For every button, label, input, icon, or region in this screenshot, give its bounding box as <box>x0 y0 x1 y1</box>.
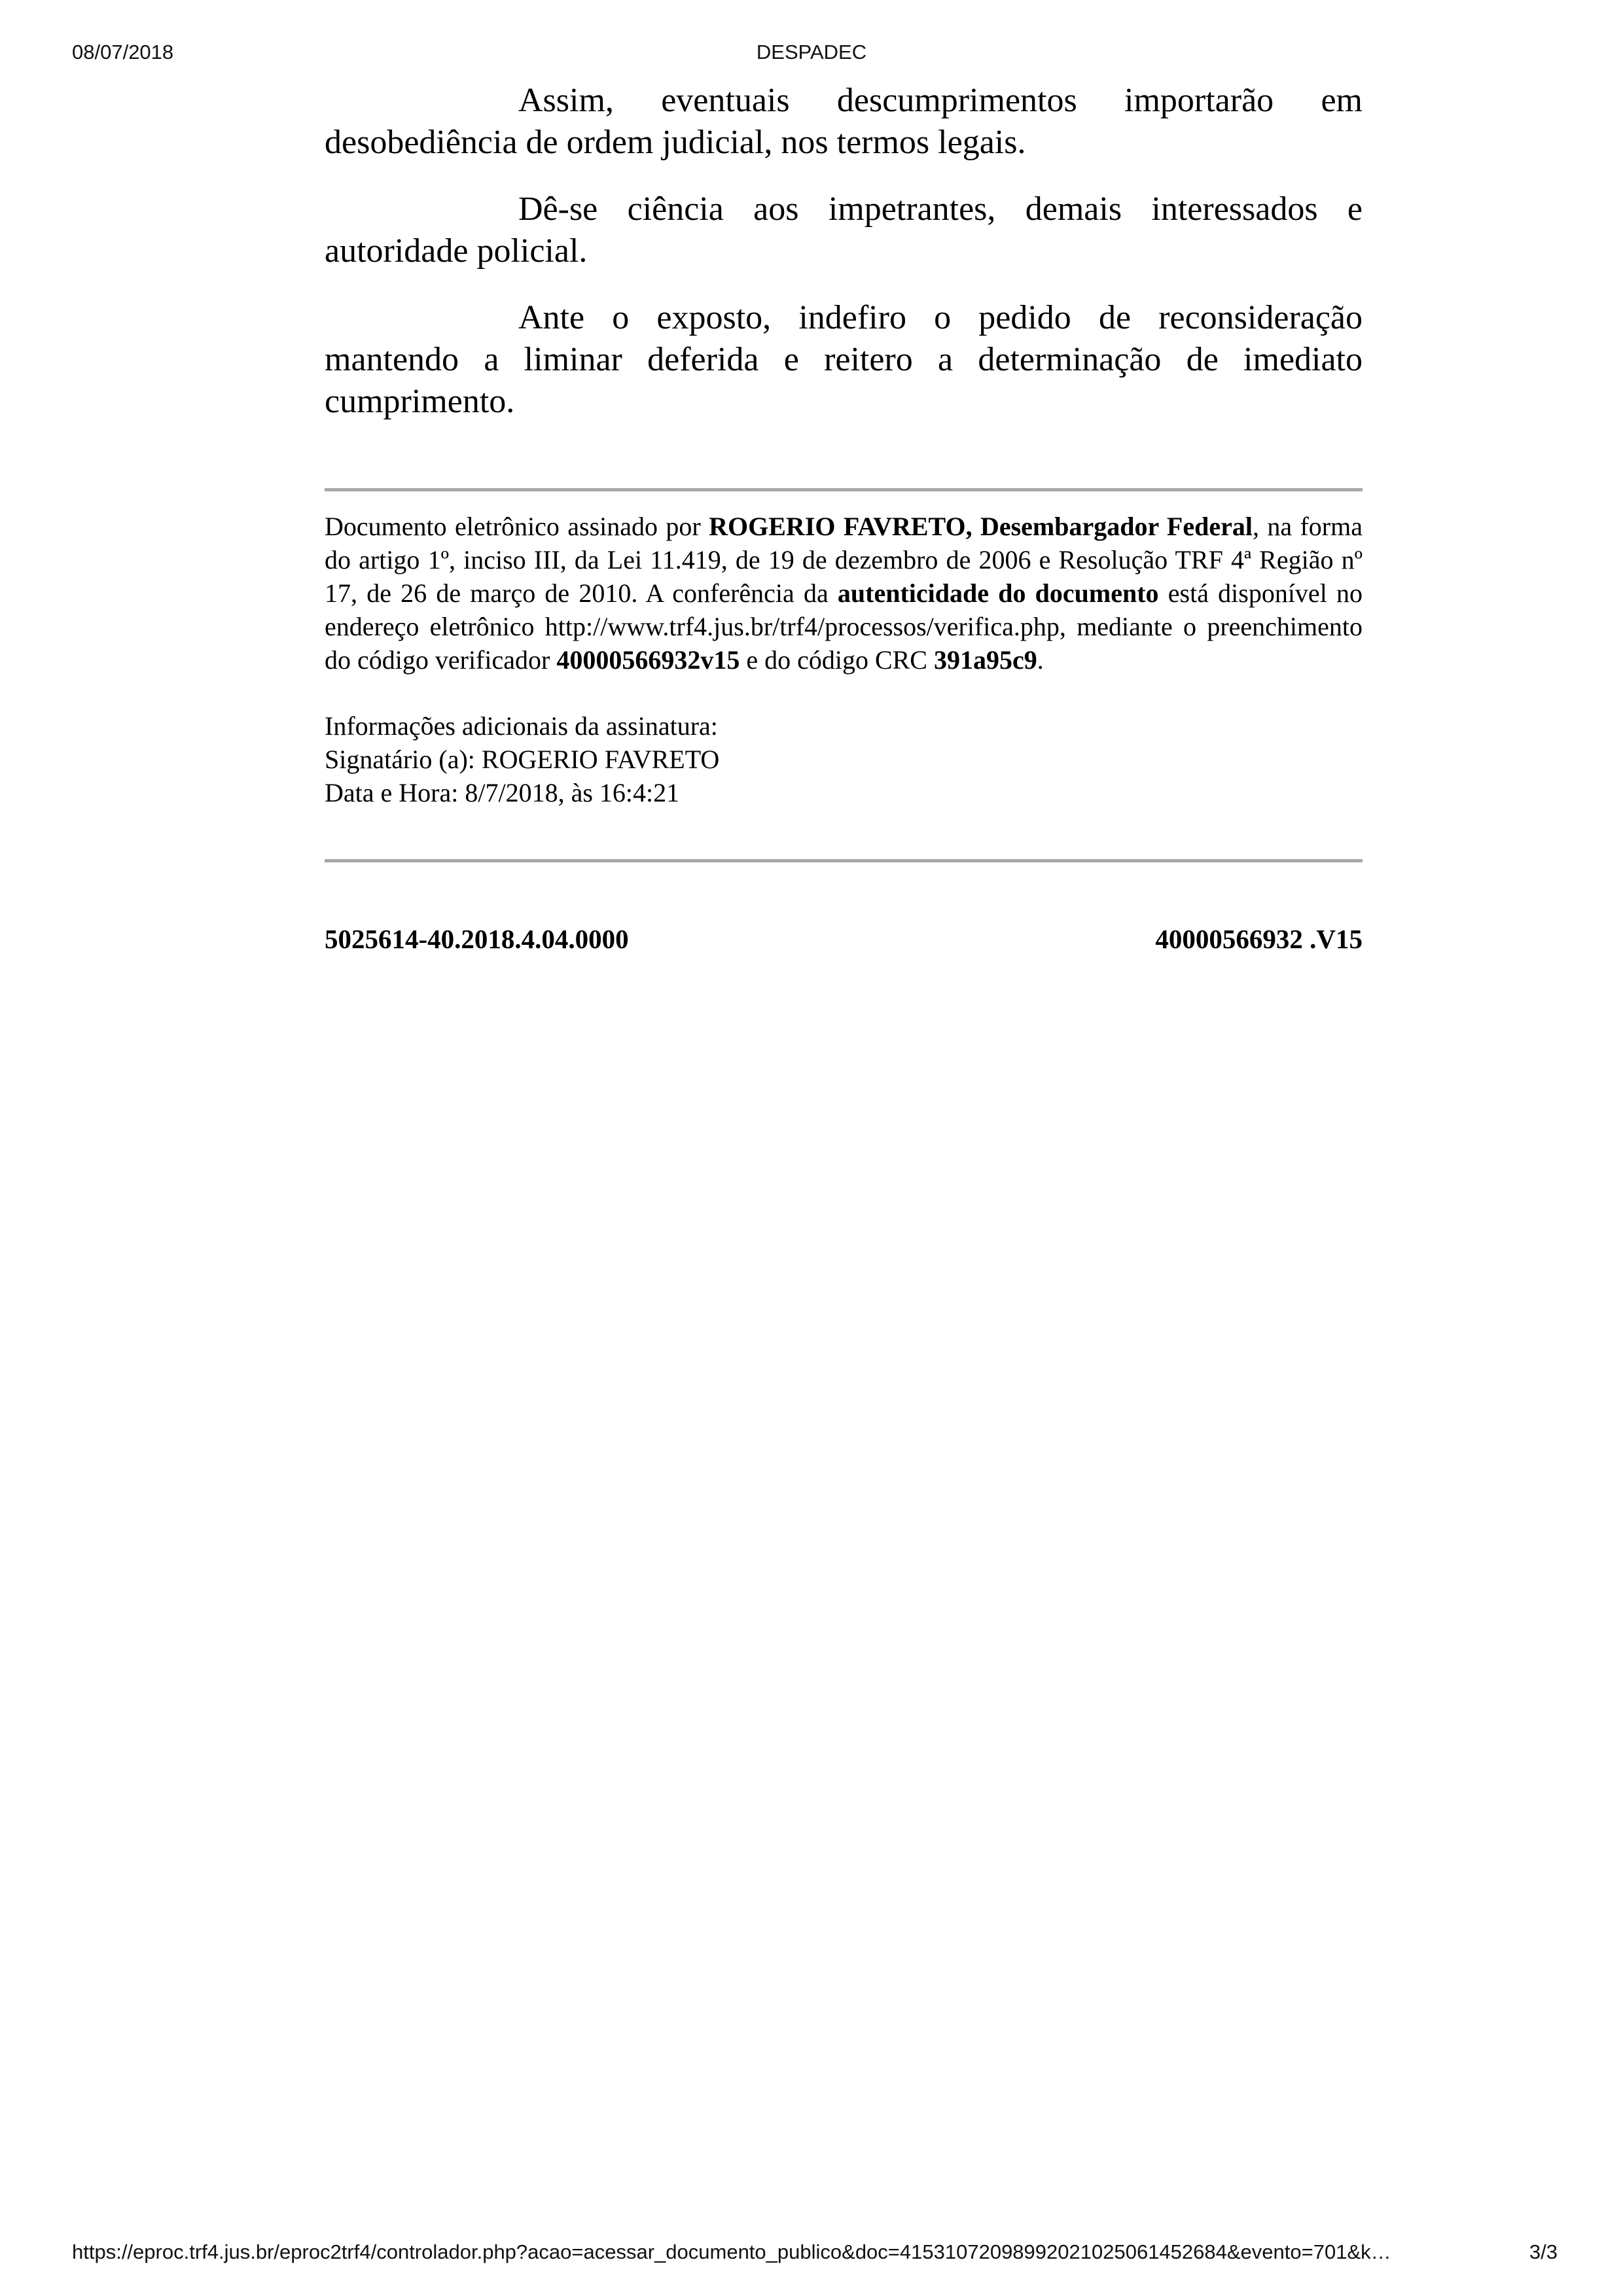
document-codes <box>325 923 1363 955</box>
page-number: 3/3 <box>1529 2240 1558 2263</box>
verifier-code: 40000566932v15 <box>556 645 740 675</box>
body-paragraph: Ante o exposto, indefiro o pedido de reconsideração mantendo a liminar deferida e reitero a determinação de imediato cumprimento. <box>325 299 1363 420</box>
crc-code: 391a95c9 <box>934 645 1037 675</box>
signature-text: , na forma do artigo 1º, inciso III, da Lei 11.419, de 19 de dezembro de 2006 e Resolução TRF 4ª Região nº 17, de 26 de março de 2010. A conferência da <box>325 512 1363 608</box>
document-content <box>325 80 1363 955</box>
signature-text: e do código CRC <box>740 645 934 675</box>
document-id: 40000566932 .V15 <box>1155 924 1363 954</box>
print-url: https://eproc.trf4.jus.br/eproc2trf4/controlador.php?acao=acessar_documento_publico&doc=41531072098992021025061452684&evento=701&k… <box>72 2240 1391 2263</box>
signature-text: Documento eletrônico assinado por <box>325 512 709 541</box>
print-date: 08/07/2018 <box>72 41 174 63</box>
process-number: 5025614-40.2018.4.04.0000 <box>325 924 629 954</box>
body-paragraph: Dê-se ciência aos impetrantes, demais interessados e autoridade policial. <box>325 190 1363 270</box>
additional-signature-info <box>325 709 1363 809</box>
info-signatory: Signatário (a): ROGERIO FAVRETO <box>325 745 720 774</box>
body-paragraph: Assim, eventuais descumprimentos importarão em desobediência de ordem judicial, nos termos legais. <box>325 82 1363 161</box>
divider <box>325 488 1363 491</box>
info-heading: Informações adicionais da assinatura: <box>325 711 718 741</box>
signer-name: ROGERIO FAVRETO, Desembargador Federal <box>709 512 1253 541</box>
divider <box>325 859 1363 862</box>
info-datetime: Data e Hora: 8/7/2018, às 16:4:21 <box>325 778 680 807</box>
authenticity-label: autenticidade do documento <box>837 578 1159 608</box>
signature-text: . <box>1037 645 1044 675</box>
signature-text: está disponível no endereço eletrônico http://www.trf4.jus.br/trf4/processos/verifica.php, mediante o preenchimento do código verificador <box>325 578 1363 675</box>
print-document-title: DESPADEC <box>756 41 867 63</box>
signature-statement <box>325 510 1363 677</box>
